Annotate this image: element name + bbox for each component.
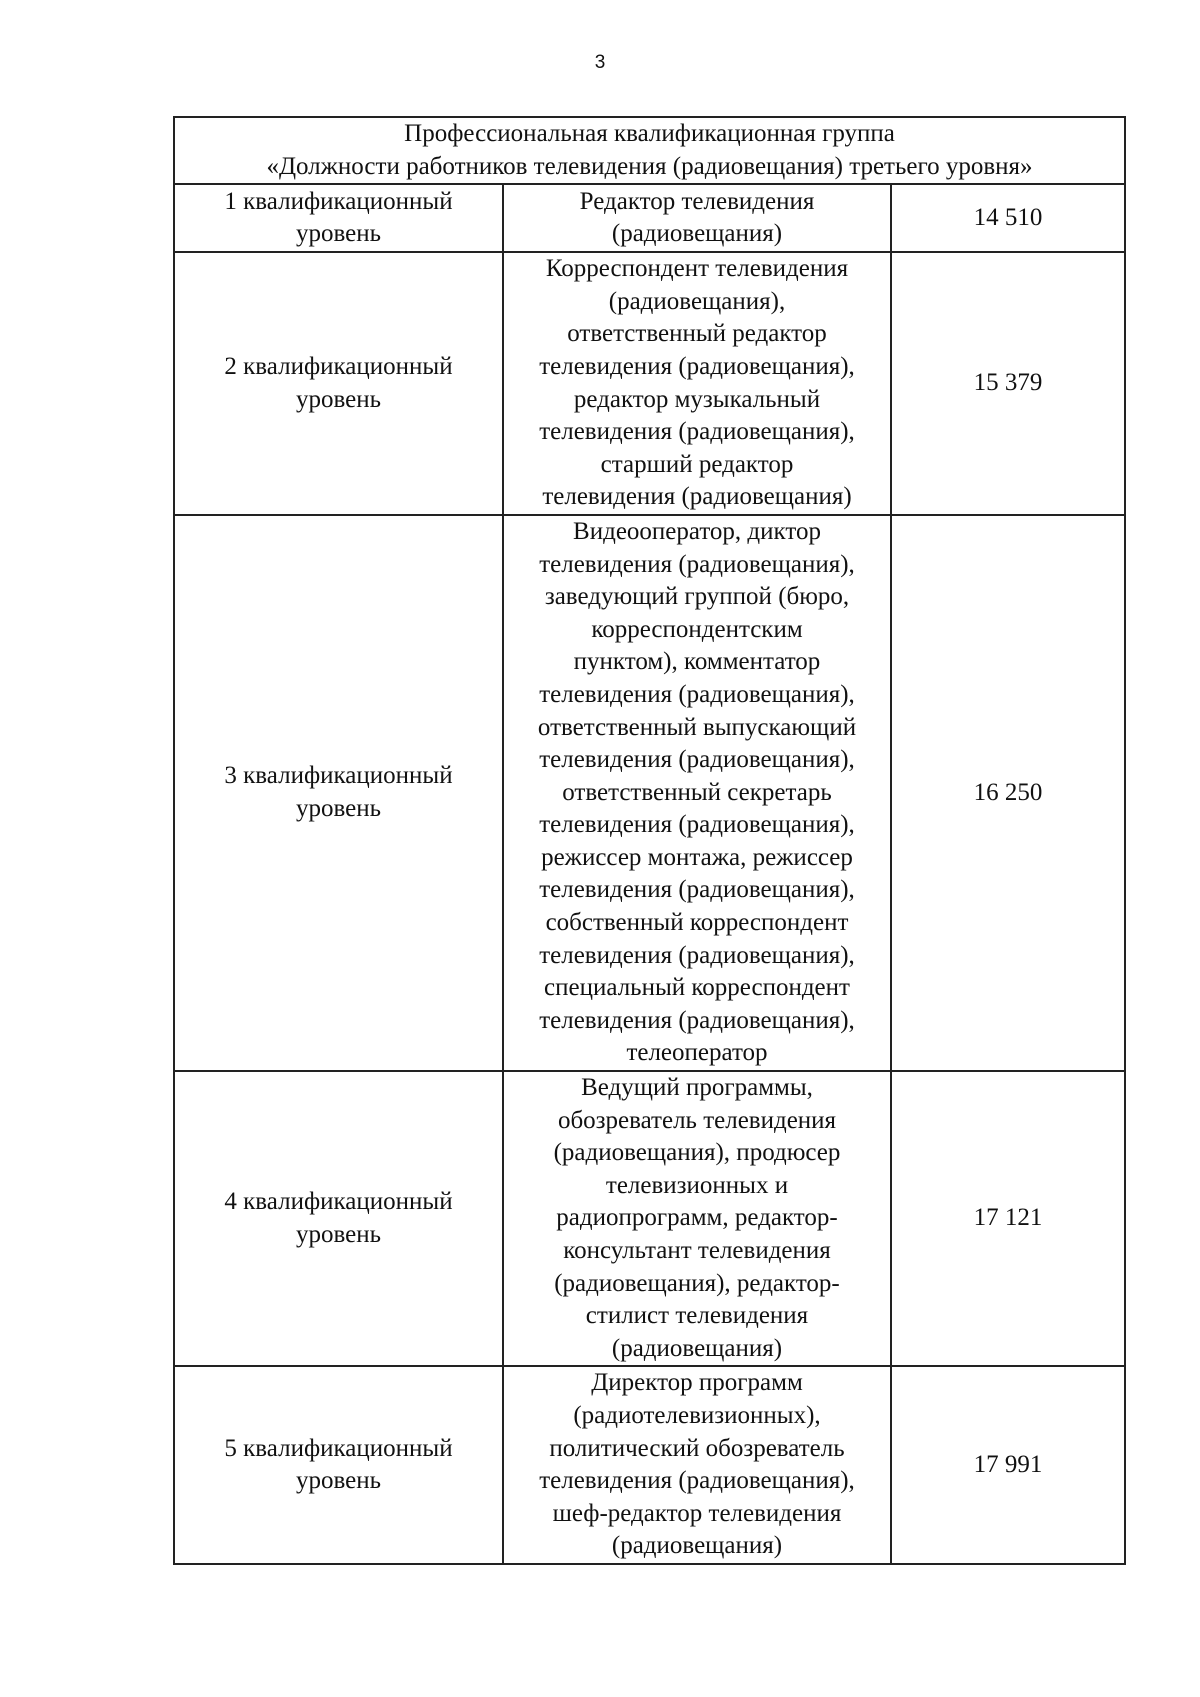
table-row — [174, 1071, 1125, 1366]
position-line: собственный корреспондент — [545, 909, 849, 937]
position-line: ответственный выпускающий — [537, 713, 857, 741]
group-title-line: Профессиональная квалификационная группа — [404, 120, 895, 147]
position-line: телевидения (радиовещания), — [539, 941, 855, 969]
page-number: 3 — [594, 52, 606, 73]
position-line: (радиовещания) — [611, 1334, 783, 1362]
position-line: старший редактор — [600, 450, 794, 478]
position-line: телевидения (радиовещания), — [539, 746, 855, 774]
position-line: обозреватель телевидения — [557, 1106, 837, 1134]
level-label: уровень — [295, 1220, 382, 1248]
group-title-cell — [174, 117, 1125, 184]
level-label: 1 квалификационный — [224, 187, 453, 215]
position-line: (радиовещания) — [611, 1532, 783, 1560]
table-header-row — [174, 117, 1125, 184]
positions-cell — [503, 1366, 891, 1564]
position-line: Видеооператор, диктор — [573, 517, 821, 545]
position-line: (радиовещания), — [608, 287, 786, 315]
salary-cell: 17 991 — [891, 1366, 1125, 1564]
position-line: редактор музыкальный — [573, 385, 821, 413]
position-line: (радиовещания), редактор- — [554, 1269, 840, 1297]
position-line: телевидения (радиовещания), — [539, 680, 855, 708]
level-cell — [174, 515, 503, 1071]
level-cell — [174, 252, 503, 515]
positions-cell — [503, 184, 891, 252]
table-row — [174, 184, 1125, 252]
positions-cell — [503, 1071, 891, 1366]
position-line: (радиовещания), продюсер — [553, 1139, 841, 1167]
level-label: 4 квалификационный — [224, 1188, 453, 1216]
position-line: Редактор телевидения — [579, 187, 815, 215]
position-line: пунктом), комментатор — [573, 648, 821, 676]
table-row — [174, 1366, 1125, 1564]
position-line: стилист телевидения — [585, 1302, 809, 1330]
position-line: телевидения (радиовещания), — [539, 811, 855, 839]
table-row — [174, 252, 1125, 515]
level-label: 2 квалификационный — [224, 352, 453, 380]
positions-cell — [503, 515, 891, 1071]
level-label: уровень — [295, 220, 382, 248]
position-line: консультант телевидения — [563, 1237, 831, 1264]
salary-cell: 14 510 — [891, 184, 1125, 252]
salary-cell: 17 121 — [891, 1071, 1125, 1366]
level-label: уровень — [295, 385, 382, 413]
position-line: шеф-редактор телевидения — [552, 1499, 842, 1527]
level-label: уровень — [295, 1467, 382, 1495]
positions-cell — [503, 252, 891, 515]
position-line: телевидения (радиовещания), — [539, 876, 855, 904]
position-line: телевидения (радиовещания) — [542, 483, 852, 511]
position-line: радиопрограмм, редактор- — [556, 1204, 838, 1232]
level-cell — [174, 1071, 503, 1366]
level-label: 5 квалификационный — [224, 1434, 453, 1462]
qualification-group-table — [173, 116, 1126, 1565]
position-line: Директор программ — [591, 1369, 803, 1397]
position-line: телевизионных и — [605, 1171, 789, 1199]
table-row — [174, 515, 1125, 1071]
position-line: режиссер монтажа, режиссер — [541, 843, 853, 871]
position-line: ответственный редактор — [567, 320, 827, 348]
position-line: Корреспондент телевидения — [545, 255, 849, 283]
position-line: заведующий группой (бюро, — [544, 583, 850, 611]
level-cell — [174, 1366, 503, 1564]
salary-cell: 15 379 — [891, 252, 1125, 515]
position-line: телевидения (радиовещания), — [539, 1467, 855, 1495]
level-cell — [174, 184, 503, 252]
level-label: 3 квалификационный — [224, 762, 453, 790]
position-line: (радиовещания) — [611, 220, 783, 248]
position-line: (радиотелевизионных), — [573, 1401, 821, 1429]
position-line: ответственный секретарь — [562, 778, 832, 806]
level-label: уровень — [295, 794, 382, 822]
position-line: специальный корреспондент — [544, 974, 850, 1002]
position-line: политический обозреватель — [549, 1434, 845, 1462]
position-line: Ведущий программы, — [581, 1074, 813, 1102]
position-line: телевидения (радиовещания), — [539, 550, 855, 578]
position-line: корреспондентским — [591, 615, 803, 643]
group-title-line: «Должности работников телевидения (радиовещания) третьего уровня» — [266, 152, 1033, 180]
position-line: телевидения (радиовещания), — [539, 1006, 855, 1034]
position-line: телеоператор — [626, 1039, 768, 1067]
position-line: телевидения (радиовещания), — [539, 352, 855, 380]
salary-cell: 16 250 — [891, 515, 1125, 1071]
position-line: телевидения (радиовещания), — [539, 418, 855, 446]
